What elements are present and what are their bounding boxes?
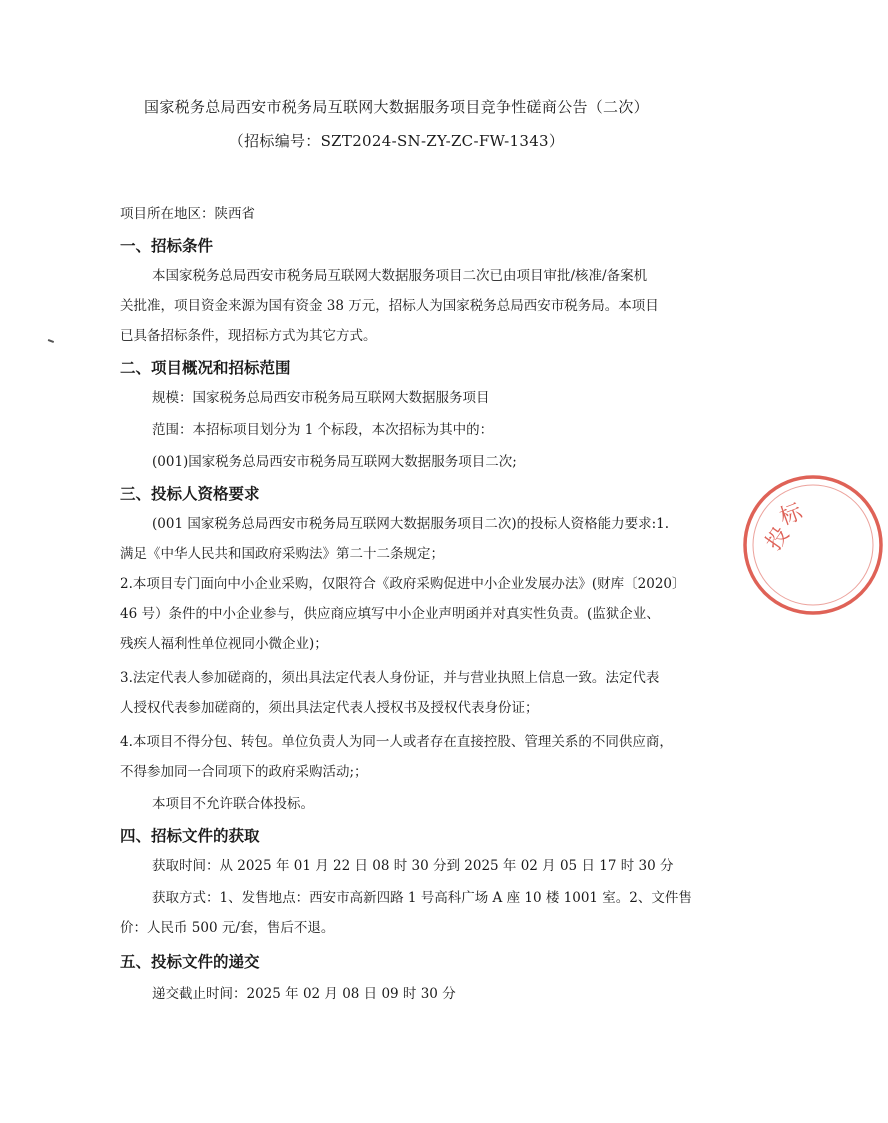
section-4-line: 获取方式：1、发售地点：西安市高新四路 1 号高科广场 A 座 10 楼 1001 室。2、文件售 [152,890,692,906]
section-5-line: 递交截止时间：2025 年 02 月 08 日 09 时 30 分 [152,986,456,1002]
section-3-line: 人授权代表参加磋商的，须出具法定代表人授权书及授权代表身份证； [120,700,539,716]
section-2-line: 规模：国家税务总局西安市税务局互联网大数据服务项目 [152,390,490,406]
section-5-heading: 五、投标文件的递交 [120,953,260,971]
svg-text:投: 投 [761,522,795,556]
section-3-line: 本项目不允许联合体投标。 [152,796,314,812]
seal-stamp [738,470,888,620]
section-1-line: 已具备招标条件，现招标方式为其它方式。 [120,328,377,344]
section-4-heading: 四、招标文件的获取 [120,827,260,845]
section-3-line: 不得参加同一合同项下的政府采购活动;； [120,764,368,780]
section-3-line: (001 国家税务总局西安市税务局互联网大数据服务项目二次)的投标人资格能力要求:1. [152,516,670,532]
section-2-line: (001)国家税务总局西安市税务局互联网大数据服务项目二次; [152,454,517,470]
document-title: 国家税务总局西安市税务局互联网大数据服务项目竞争性磋商公告（二次） [144,98,649,116]
section-3-line: 46 号）条件的中小企业参与，供应商应填写中小企业声明函并对真实性负责。(监狱企业、 [120,606,660,622]
section-2-heading: 二、项目概况和招标范围 [120,359,291,377]
section-4-line: 获取时间：从 2025 年 01 月 22 日 08 时 30 分到 2025 年 02 月 05 日 17 时 30 分 [152,858,674,874]
scan-mark [48,339,54,342]
section-3-line: 2.本项目专门面向中小企业采购，仅限符合《政府采购促进中小企业发展办法》(财库〔2020〕 [120,576,686,592]
section-1-heading: 一、招标条件 [120,237,214,255]
section-1-line: 本国家税务总局西安市税务局互联网大数据服务项目二次已由项目审批/核准/备案机 [152,268,648,284]
section-3-line: 3.法定代表人参加磋商的，须出具法定代表人身份证，并与营业执照上信息一致。法定代表 [120,670,660,686]
project-region: 项目所在地区：陕西省 [120,206,255,222]
section-3-line: 4.本项目不得分包、转包。单位负责人为同一人或者存在直接控股、管理关系的不同供应商， [120,734,673,750]
section-2-line: 范围：本招标项目划分为 1 个标段，本次招标为其中的： [152,422,494,438]
section-4-line: 价：人民币 500 元/套，售后不退。 [120,920,335,936]
section-3-line: 残疾人福利性单位视同小微企业)； [120,636,328,652]
section-3-heading: 三、投标人资格要求 [120,485,260,503]
bid-number: （招标编号：SZT2024-SN-ZY-ZC-FW-1343） [228,132,565,150]
section-1-line: 关批准，项目资金来源为国有资金 38 万元，招标人为国家税务总局西安市税务局。本项目 [120,298,659,314]
svg-text:标: 标 [776,499,806,531]
section-3-line: 满足《中华人民共和国政府采购法》第二十二条规定； [120,546,444,562]
